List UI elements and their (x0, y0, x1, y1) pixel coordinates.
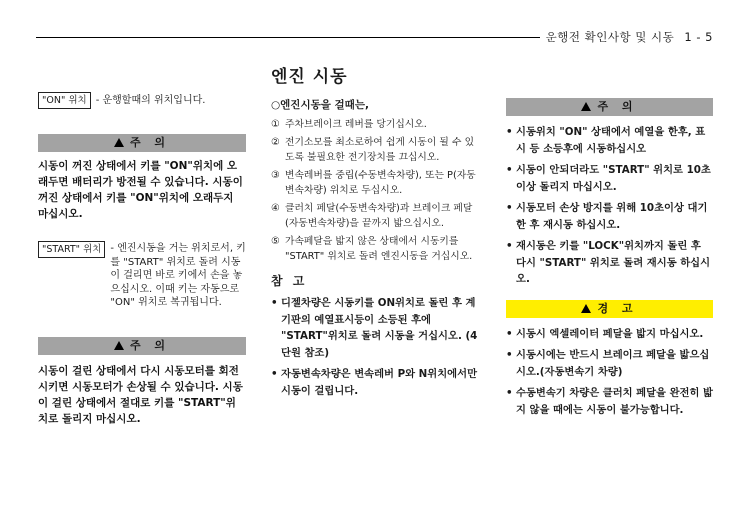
caution-item: • 재시동은 키를 "LOCK"위치까지 돌린 후 다시 "START" 위치로 돌려 재시동 하십시오. (506, 240, 711, 285)
middle-column (271, 62, 483, 404)
procedure-step: ④ 클러치 페달(수동변속차량)과 브레이크 페달(자동변속차량)을 끝까지 밟으십시오. (271, 203, 473, 229)
caution-header-2: 주 의 (38, 337, 246, 355)
page-header (540, 27, 713, 47)
caution-header-3: 주 의 (506, 98, 713, 116)
procedure-step: ③ 변속레버를 중립(수동변속차량), 또는 P(자동변속차량) 위치로 두십시오. (271, 170, 476, 196)
warning-item: • 시동시에는 반드시 브레이크 페달을 밟으십시오.(자동변속기 차량) (506, 349, 710, 378)
on-position-row (38, 92, 246, 109)
warning-item: • 수동변속기 차량은 클러치 페달을 완전히 밟지 않을 때에는 시동이 불가능합니다. (506, 387, 713, 416)
caution-item: • 시동모터 손상 방지를 위해 10초이상 대기한 후 재시동 하십시오. (506, 202, 708, 231)
page-title: 엔진 시동 (271, 67, 348, 87)
note-item: • 자동변속차량은 변속레버 P와 N위치에서만 시동이 걸립니다. (271, 368, 478, 397)
caution-text-2: 시동이 걸린 상태에서 다시 시동모터를 회전시키면 시동모터가 손상될 수 있습니다. 시동이 걸린 상태에서 절대로 키를 "START"위치로 돌리지 마십시오. (38, 364, 243, 425)
page-number: 1 - 5 (684, 30, 713, 44)
caution-item: • 시동위치 "ON" 상태에서 예열을 한후, 표시 등 소등후에 시동하십시오 (506, 126, 706, 155)
procedure-steps (271, 117, 483, 264)
note-title: 참 고 (271, 274, 308, 288)
warning-triangle-icon (114, 341, 124, 350)
start-position-label: "START" 위치 (38, 241, 105, 258)
warning-item: • 시동시 엑셀레이터 페달을 밟지 마십시오. (506, 327, 704, 340)
warning-triangle-icon (114, 138, 124, 147)
procedure-step: ① 주차브레이크 레버를 당기십시오. (271, 119, 427, 130)
start-position-desc: - 엔진시동을 거는 위치로서, 키를 "START" 위치로 돌려 시동이 걸리면 바로 키에서 손을 놓으십시오. 이때 키는 자동으로 "ON" 위치로 복귀됩니다. (110, 243, 246, 308)
on-position-label: "ON" 위치 (38, 92, 91, 109)
caution-item: • 시동이 안되더라도 "START" 위치로 10초 이상 돌리지 마십시오. (506, 164, 711, 193)
caution-text-1: 시동이 꺼진 상태에서 키를 "ON"위치에 오래두면 배터리가 방전될 수 있습니다. 시동이 꺼진 상태에서 키를 "ON"위치에 오래두지 마십시오. (38, 160, 243, 220)
section-title: 운행전 확인사항 및 시동 (545, 30, 675, 44)
procedure-step: ⑤ 가속페달을 밟지 않은 상태에서 시동키를 "START" 위치로 돌려 엔진시동을 거십시오. (271, 236, 473, 262)
right-column (506, 98, 713, 423)
warning-triangle-icon (581, 102, 591, 111)
caution-list (506, 124, 713, 288)
caution-header-1: 주 의 (38, 134, 246, 152)
on-position-desc: - 운행할때의 위치입니다. (95, 95, 206, 106)
note-item: • 디젤차량은 시동키를 ON위치로 돌린 후 계기판의 예열표시등이 소등된 후에 "START"위치로 돌려 시동을 거십시오. (4단원 참조) (271, 297, 478, 359)
warning-header: 경 고 (506, 300, 713, 318)
procedure-step: ② 전기소모를 최소로하여 쉽게 시동이 될 수 있도록 불필요한 전기장치를 끄십시오. (271, 137, 475, 163)
warning-list (506, 326, 713, 419)
warning-triangle-icon (581, 304, 591, 313)
procedure-subhead: ○엔진시동을 걸때는, (271, 99, 369, 111)
start-position-row (38, 241, 246, 310)
left-column (38, 92, 246, 427)
